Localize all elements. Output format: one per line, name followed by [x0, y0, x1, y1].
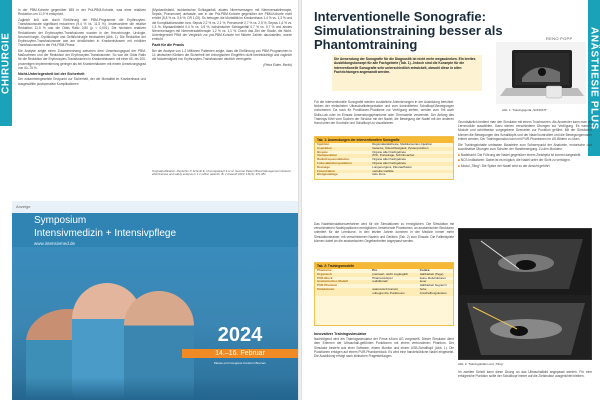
- paragraph: Zugleich ließ sich durch Einführung der PBM-Programme die Erythrozyten-Transfusionsrate signifikant reduzieren (9,4 % vs. 11,5 %). Insbesondere die relative Reduktion 11,5 % und die Odds Ratio 0,80 (p < 0,001). Die höchsten relativen Reduktionen der Erythrozyten-Transfusionen wurden in der Herzchirurgie, Urologie, Neurochirurgie, Gynäkologie und Gefäßchirurgie beobachtet (Abb. 1). Die Reduktion der Erythrozyten-Transfusionsrate war am deutlichsten in Krankenhäusern mit erhöhter Transfusionsrate in der Prä-PBM-Phase.: [18, 18, 146, 48]
- subheading: Nicht-Unterlegenheit bei der Sicherheit: [18, 71, 85, 76]
- right-column-b: [458, 120, 592, 224]
- right-body-3: [314, 330, 454, 398]
- ad-date: 14.–16. Februar: [182, 349, 298, 358]
- figure-1-caption: Abb. 1: Trainingsgerät „SONOFIT“: [502, 108, 548, 112]
- table-2-body: [315, 269, 453, 296]
- ultrasound-image: [458, 228, 592, 360]
- table-row: Blutgasablage tiefe Zone: [317, 172, 386, 177]
- paragraph: Nachfolgend wird ein Trainingssimulator der Firma eZono AG vorgestellt. Dieser Simulator dient dem Erlernen der Ultraschall-geführten Punktionen mit einem verbundenen Phantom. Der Simulator besteht aus einer Software, einem Monitor und einem USB-Schallkopf (Abb. 1). Die Punktionen erfolgen auf einem PUR-Phantomblock. Es wird eine handelsübliche Nadel eingesetzt. Die Ausbildung erfolgt nach klinischen Fragestellungen.: [314, 337, 454, 359]
- ad-year: 2024: [217, 324, 263, 346]
- laptop-image: [496, 42, 586, 104]
- table-2-caption: Tab. 2: Trainingsmodelle: [315, 263, 453, 269]
- table-1-caption: Tab. 1: Anwendungen der interventionellen Sonografie: [315, 137, 453, 143]
- source-citation: Originalpublikation: Meybohm P, Schmitt E, Choorapoikayil S et al. German Patient Blood Management Network: effectiveness and safety analysis in 1.2 million patients. Br J Anaesth 2023; 131(3): 472-481: [152, 170, 292, 177]
- table-row: Fokusablationspunktion Organe aller Fachgebiete: [315, 162, 453, 166]
- ad-label: Anzeige: [16, 204, 31, 209]
- paragraph: Der zusammengesetzte Endpunkt zur Sicherheit, der die Mortalität im Krankenhaus und ausgewählte postoperative Komplikationen: [18, 77, 146, 86]
- table-row: Drainage Lungenerguss, Pleuraeffusion: [317, 164, 412, 169]
- paragraph: (Myokardinfarkt, ischämischer Schlaganfall, akutes Nierenversagen mit Nierenersatztherapie, Sepsis, Pneumonie) umfasste, war in der Prä-PBM-Kohorte gegenüber der PBM-Kohorte nicht erhöht (5,8 % vs. 5,6 %; OR 1,00). So betrugen die Mortalität im Krankenhaus 1,4 % vs. 1,3 % und die Komplikationsraten bzw. Sepsis 2,2 % vs. 2,1 %, Pneumonie 2,7 % vs. 2,5 %, Sepsis 1,6 % vs. 1,5 %, Myokardinfarkt 0,4 % vs. 0,5 %, ischämischer Schlaganfall 0,7 % vs. 0,7 % und akutes Nierenversagen mit Nierenersatztherapie 1,2 % vs. 1,1 %. Durch das Ziel der Studie, die Nicht-Unterlegenheit PBM der Vergleich zur prä-PBM-Kohorte bei fiktiven Zahlen darzustellen, wurde erreicht.: [152, 8, 292, 42]
- ad-url-link[interactable]: www.intensivmed.de: [34, 241, 76, 246]
- ultrasound-graphic: [459, 229, 592, 360]
- photo-fade: [12, 377, 298, 400]
- table-row: Stentpunktion ZVK, Portanlage, Schrittmacher: [315, 154, 453, 158]
- table-2: [314, 262, 454, 326]
- author-credit: (Petra Eiden, Berlin): [263, 63, 292, 68]
- bullet-item: ■ Modul „Tiling“: Die Spitze der Nadel wird zu der Ansicht geführt.: [458, 164, 551, 169]
- section-tab-anaesthesie: ANÄSTHESIE PLUS: [588, 0, 600, 156]
- article-lead: Die Anwendung der Sonografie für die Diagnostik ist nicht mehr wegzudenken. Ein breites Ausbildungskonzept für alle Fachgebiete (Tab. 1). Jedoch sind die Konzepte für die interventionelle Sonografie sehr unterschiedlich entwickelt, obwohl diese in allen Fachrichtungen angewandt werden.: [332, 55, 482, 91]
- ad-venue: Messe und Congress Centrum Bremen: [213, 361, 267, 365]
- paragraph: Die Analyse zeigte einen Zusammenhang zwischen dem Umsetzungsgrad der PBM-Maßnahmen und der Reduktion der Erythrozyten-Transfusionen. So war die Odds Ratio für die Reduktion der Erythrozyten-Transfusionen in Krankenhäusern mit einer 60- bis 100-prozentigen Implementierung geringer als bei Krankenhäusern mit einem Umsetzungsgrad von 40–75 %.: [18, 49, 146, 70]
- left-column-1: [18, 8, 146, 198]
- figure-2-caption: Abb. 2: Trainingsbilder und „Tiling“: [458, 362, 504, 366]
- table-row: PUR-Phantom Haltbarkeit begrenzt: [317, 283, 447, 288]
- table-row: Anatomisches Modell realitätsnah teuer: [315, 280, 453, 284]
- bullet-item: ■ NCS Indikatoren: Dabei ist es möglich, die Nadel unter der Sicht zu verfolgen.: [458, 158, 571, 163]
- table-row: Phantome Pro Contra: [317, 268, 430, 272]
- table-row: PUR-Block Phantomkörper keine Zielstrukturen: [317, 275, 446, 280]
- left-column-2: [152, 8, 292, 148]
- right-page: [300, 0, 600, 400]
- ad-band: [12, 201, 298, 213]
- right-body-2: Das Nadelsimulationsverfahren wird für die Simulationen zu ermöglichen. Die Simulation mit verschiedenen Nadelpositionen ermöglichen, bestehende Phantomen, an anatomischen Strukturen orientiert für die Lernkurve. In den letzten Jahren kommen in der Medizin immer mehr Simulationstrainer, mit verschiedenen Nadeln und Geräten (Tab. 2) zum Einsatz. Die Fallbeispiele können dabei an die anatomischen Gegebenheiten angepasst werden.: [314, 222, 454, 243]
- article-author: RENO POPP: [546, 36, 573, 41]
- ad-title-line-1: Symposium: [34, 215, 87, 226]
- subheading-fazit: Fazit für die Praxis: [152, 43, 184, 48]
- page-spine: [298, 0, 302, 400]
- table-row: Fenestration verteilte Gefäße: [315, 170, 453, 174]
- table-row: Simulatoren anatomisch korrekt, unbegrenzte Punktionen hohe Anschaffungskosten: [315, 288, 453, 296]
- table-1: [314, 136, 454, 180]
- table-row: Injektion Regionalanästhesie, Medikamenten-Injektion: [317, 142, 433, 146]
- paragraph: Bei der Analyse von 1,2 Millionen Patienten zeigte, dass die Einführung von PBM-Programmen in 14 deutschen Kliniken die Sicherheit bei chirurgischen Eingriffen nicht beeinträchtigt und zugleich die Notwendigkeit von Erythrozyten-Transfusionen deutlich verringerte.: [152, 48, 292, 62]
- article-title: Interventionelle Sonografie: Simulationstraining besser als Phantomtraining: [314, 9, 503, 52]
- table-row: Biopsie Organe aller Fachgebiete: [317, 149, 407, 154]
- table-row: Radiofrequenzablation Organe aller Fachgebiete: [317, 157, 407, 162]
- table-row: Aspiration Gelenke, Ödemflüssigkeit, Zystenpunktion: [315, 147, 453, 151]
- paragraph: in der PBM-Kohorte gegenüber 655 in der Prä-PBM-Kohorte, was einer relativen Reduktion um 11,9 % entspricht.: [18, 8, 146, 17]
- bullet-item: ■ Nadelsicht: Die Führung der Nadel gegenüber einem Zielobjekt ist korrekt dargestellt.: [458, 152, 582, 157]
- paragraph: Grundsätzlich bedient man den Simulator mit einem Touchscreen. Als Anwender kann man die Lernmodule auswählen. Dazu stehen verschiedene Übungen zur Verfügung. Es werden Module und schrittweise vorgegebene Szenarien zur Punktion geführt. Mit der Simulation können die Bewegungen des Schallkopfs und der Nadel kontrolliert und die Bewegungsmuster erlernt werden. Der Trainingsmodus kann mit PUR-Phantomen im US-Bildern zu üben.: [458, 120, 592, 141]
- table-row: Organisch preiswert, leicht zugänglich Haltbarkeit (Tage): [315, 273, 453, 277]
- subheading-innovativ: Innovativer Trainingssimulator: [314, 331, 367, 336]
- paragraph: Die Trainingsinhalte umfassen Bausteine zum Schwerpunkt der Anatomie, motorische und koordinative Übungen zum Schulen der Handbewegung. Zu den Modulen:: [458, 142, 592, 151]
- table-1-body: [315, 143, 453, 177]
- right-body-4: Im zweiten Schritt kann diese Übung an das Ultraschallbild angepasst werden. Für eine erfolgreiche Punktion sollte der Schallkopf immer auf die Zielstruktur ausgerichtet bleiben.: [458, 370, 592, 379]
- section-tab-chirurgie: CHIRURGIE: [0, 0, 12, 126]
- ad-title-line-2: Intensivmedizin + Intensivpflege: [34, 228, 177, 239]
- advertisement[interactable]: [12, 201, 298, 400]
- right-body-1: Für die interventionelle Sonografie werden zusätzliche Anforderungen in der Ausbildung berichtet. Neben der einfachsten Ultraschallinterpretation und zum kontrollierten Schallkopf-Bewegungen vorkommen. Da noch für Punktionen-Phantome zur Verfügung stehen, werden zum Teil auch Skills-Lab oder im Einsatz Anwendungsphantome oder Tiermodelle verwendet. Der Anfang des Trainings führt vom Suchen der Struktur mit der Nadel, die Bewegung der Nadel mit der anderen Hand unter der Kontrolle und Schallkopf zu visualisieren.: [314, 100, 454, 126]
